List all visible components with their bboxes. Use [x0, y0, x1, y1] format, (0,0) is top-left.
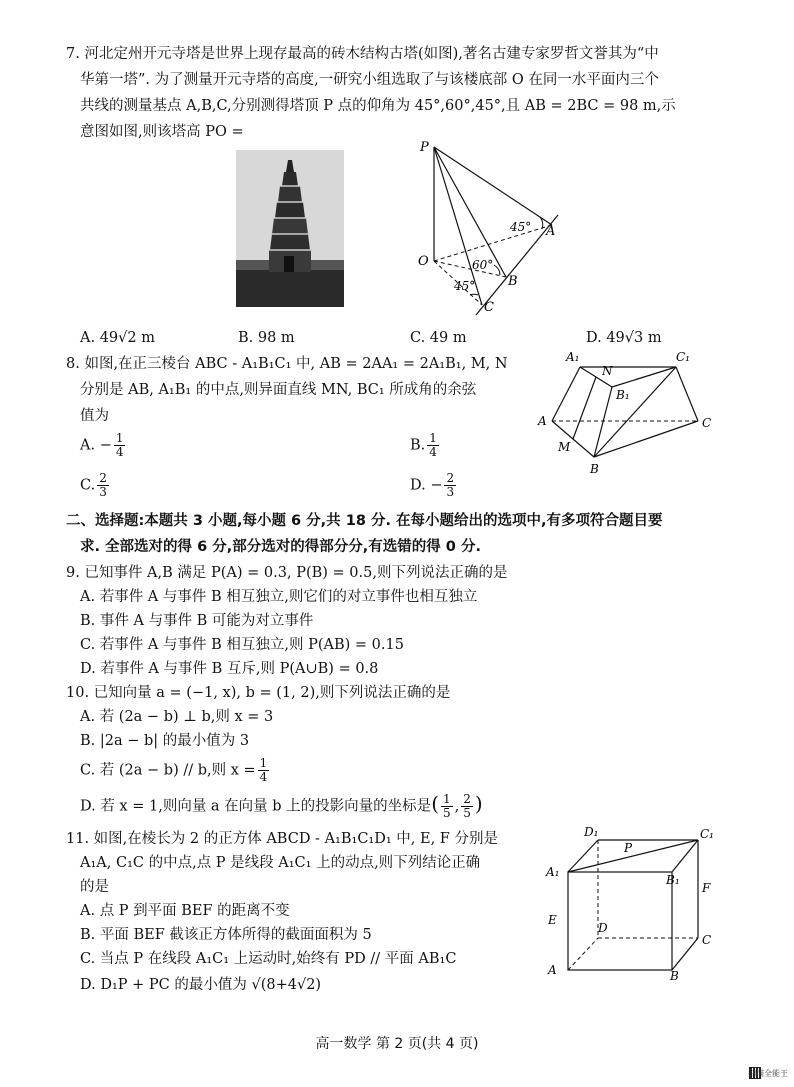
q9-option-b[interactable]: B. 事件 A 与事件 B 可能为对立事件 — [80, 613, 314, 629]
q8-figure — [534, 345, 724, 477]
q10-option-d[interactable]: D. 若 x = 1,则向量 a 在向量 b 上的投影向量的坐标是( $\frac{1}{5}$ , $\frac{2}{5}$ ) — [80, 791, 483, 820]
q8-opt-a-frac — [114, 432, 126, 459]
frac-den: 4 — [115, 445, 124, 459]
frac-num: 2 — [463, 792, 471, 806]
q8-option-a[interactable] — [80, 432, 127, 459]
q9-option-a[interactable]: A. 若事件 A 与事件 B 相互独立,则它们的对立事件也相互独立 — [80, 589, 478, 605]
q7-stem-line3: 共线的测量基点 A,B,C,分别测得塔顶 P 点的仰角为 45°,60°,45°,且 AB = 2BC = 98 m,示 — [80, 98, 676, 114]
q7-option-a[interactable]: A. 49√2 m — [80, 330, 155, 346]
q8-opt-b-frac — [427, 432, 439, 459]
label-b1: B₁ — [666, 873, 680, 887]
frac-den: 3 — [446, 485, 455, 499]
q8-opt-d-frac — [444, 472, 456, 499]
q10-stem: 10. 已知向量 a = (−1, x), b = (1, 2),则下列说法正确的是 — [66, 685, 451, 701]
frac-num: 2 — [99, 471, 107, 485]
label-d1: D₁ — [584, 825, 599, 839]
q8-stem-line2: 分别是 AB, A₁B₁ 的中点,则异面直线 MN, BC₁ 所成角的余弦 — [80, 382, 477, 398]
q10-opt-c-prefix: C. 若 (2a − b) // b,则 x = — [80, 762, 256, 779]
q7-stem-line1: 7. 河北定州开元寺塔是世界上现存最高的砖木结构古塔(如图),著名古建专家罗哲文誉其为“中 — [66, 46, 659, 62]
pagoda-photo — [236, 150, 344, 307]
label-a: A — [548, 963, 557, 977]
a1c1-diagonal — [568, 840, 698, 872]
bc1-line — [594, 367, 676, 457]
label-a1: A₁ — [566, 350, 580, 364]
a1d1-edge — [568, 840, 598, 872]
label-c1: C₁ — [676, 350, 690, 364]
q7-stem-line2: 华第一塔”. 为了测量开元寺塔的高度,一研究小组选取了与该楼底部 O 在同一水平面内三个 — [80, 72, 659, 88]
label-a: A — [538, 414, 547, 428]
frac-num: 1 — [429, 431, 437, 445]
frac-den: 5 — [463, 806, 471, 820]
pb-line — [434, 147, 506, 277]
q9-option-d[interactable]: D. 若事件 A 与事件 B 互斥,则 P(A∪B) = 0.8 — [80, 661, 379, 677]
q10-opt-c-frac — [258, 757, 270, 784]
ad-edge — [568, 938, 598, 970]
q9-stem: 9. 已知事件 A,B 满足 P(A) = 0.3, P(B) = 0.5,则下列说法正确的是 — [66, 565, 508, 581]
angle-b-label: 60° — [472, 258, 494, 272]
frac-den: 4 — [429, 445, 437, 459]
q8-stem-line3: 值为 — [80, 408, 109, 424]
section-2-header-line2: 求. 全部选对的得 6 分,部分选对的得部分分,有选错的得 0 分. — [80, 539, 481, 555]
q7-figure — [410, 135, 570, 320]
q8-stem-line1: 8. 如图,在正三棱台 ABC - A₁B₁C₁ 中, AB = 2AA₁ = 2A₁B₁, M, N — [66, 356, 508, 372]
q11-option-c[interactable]: C. 当点 P 在线段 A₁C₁ 上运动时,始终有 PD // 平面 AB₁C — [80, 951, 457, 967]
q8-opt-b-prefix: B. — [410, 437, 426, 454]
label-c: C — [484, 300, 494, 315]
q9-option-c[interactable]: C. 若事件 A 与事件 B 相互独立,则 P(AB) = 0.15 — [80, 637, 404, 653]
q11-stem-line2: A₁A, C₁C 的中点,点 P 是线段 A₁C₁ 上的动点,则下列结论正确 — [80, 855, 481, 871]
q11-option-d[interactable]: D. D₁P + PC 的最小值为 √(8+4√2) — [80, 977, 322, 993]
label-c1: C₁ — [700, 827, 714, 841]
q11-figure — [540, 822, 722, 982]
q7-option-d[interactable]: D. 49√3 m — [586, 330, 662, 346]
q10-option-c[interactable] — [80, 757, 271, 784]
frac-den: 5 — [443, 806, 451, 820]
label-a: A — [546, 224, 556, 239]
ob-line — [434, 261, 506, 277]
page-footer: 高一数学 第 2 页(共 4 页) — [315, 1036, 479, 1052]
frac-num: 1 — [259, 756, 268, 770]
label-a1: A₁ — [546, 865, 560, 879]
label-c: C — [702, 933, 712, 947]
q7-stem-line4: 意图如图,则该塔高 PO = — [80, 124, 244, 140]
label-c: C — [702, 416, 712, 430]
label-b: B — [508, 274, 518, 289]
frac-num: 2 — [446, 471, 455, 485]
q8-opt-d-prefix: D. − — [410, 477, 443, 494]
bc-edge — [672, 938, 698, 970]
q8-option-b[interactable] — [410, 432, 441, 459]
label-b1: B₁ — [616, 388, 630, 402]
label-o: O — [418, 254, 429, 269]
q8-opt-c-prefix: C. — [80, 477, 96, 494]
label-b: B — [670, 969, 679, 982]
b1c1-edge — [672, 840, 698, 872]
q10-option-a[interactable]: A. 若 (2a − b) ⊥ b,则 x = 3 — [80, 709, 274, 725]
label-p: P — [420, 140, 429, 155]
angle-arc-b — [494, 265, 500, 275]
q11-stem-line1: 11. 如图,在棱长为 2 的正方体 ABCD - A₁B₁C₁D₁ 中, E, F 分别是 — [66, 831, 498, 847]
q8-opt-a-prefix: A. − — [80, 437, 112, 454]
frac-num: 1 — [115, 431, 124, 445]
section-2-header-line1: 二、选择题:本题共 3 小题,每小题 6 分,共 18 分. 在每小题给出的选项中,有多项符合题目要 — [66, 513, 663, 529]
paren-close: ) — [474, 791, 483, 816]
aa1-edge — [552, 367, 580, 421]
q8-option-c[interactable] — [80, 472, 111, 499]
cc1-edge — [676, 367, 698, 421]
mn-line — [573, 377, 596, 439]
pagoda-drawing — [236, 150, 344, 307]
angle-arc-c — [470, 294, 478, 295]
angle-c-label: 45° — [454, 279, 476, 293]
label-n: N — [602, 364, 613, 378]
label-b: B — [590, 462, 599, 476]
frac-num: 1 — [443, 792, 451, 806]
q8-opt-c-frac — [97, 472, 109, 499]
q10-opt-d-frac1 — [441, 793, 453, 820]
q7-option-b[interactable]: B. 98 m — [238, 330, 295, 346]
label-p: P — [624, 841, 633, 855]
q10-opt-d-prefix: D. 若 x = 1,则向量 a 在向量 b 上的投影向量的坐标是 — [80, 798, 432, 815]
label-d: D — [598, 921, 608, 935]
q11-option-b[interactable]: B. 平面 BEF 截该正方体所得的截面面积为 5 — [80, 927, 372, 943]
pa-line — [434, 147, 552, 225]
label-e: E — [548, 913, 557, 927]
q10-opt-d-frac2 — [461, 793, 473, 820]
q8-option-d[interactable] — [410, 472, 458, 499]
scanner-watermark: 扫描全能王 — [748, 1069, 788, 1078]
angle-a-label: 45° — [510, 220, 532, 234]
front-face — [568, 872, 672, 970]
q10-option-b[interactable]: B. |2a − b| 的最小值为 3 — [80, 733, 250, 749]
frac-den: 4 — [259, 770, 268, 784]
paren-open: ( — [431, 791, 439, 816]
q11-stem-line3: 的是 — [80, 879, 109, 895]
label-f: F — [702, 881, 711, 895]
label-m: M — [558, 440, 571, 454]
q11-option-a[interactable]: A. 点 P 到平面 BEF 的距离不变 — [80, 903, 290, 919]
q7-option-c[interactable]: C. 49 m — [410, 330, 467, 346]
frac-den: 3 — [99, 485, 107, 499]
